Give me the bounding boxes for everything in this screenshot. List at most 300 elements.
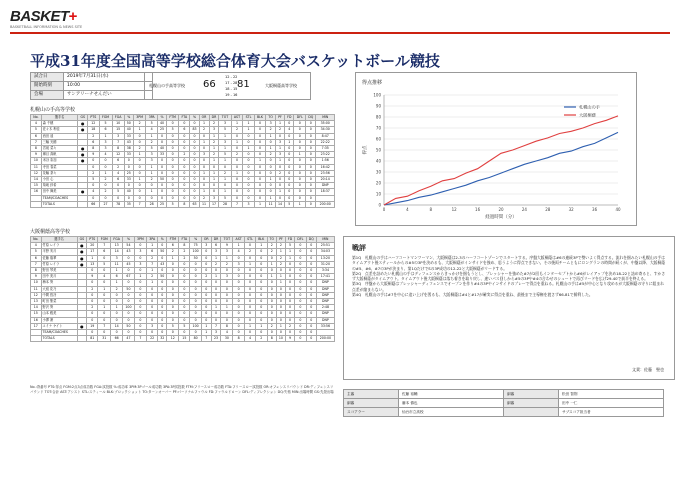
stat-cell: 54	[123, 243, 135, 249]
stat-cell: 50	[158, 274, 167, 280]
stat-cell: 0	[243, 177, 254, 183]
stat-cell: 8	[88, 146, 99, 152]
stat-cell: 1	[276, 274, 285, 280]
site-logo[interactable]	[10, 8, 77, 25]
stat-cell: 0	[295, 255, 307, 261]
column-header: BLK	[256, 237, 267, 243]
officials-table	[343, 389, 664, 417]
stat-cell: 0	[158, 299, 167, 305]
stat-cell: 0	[201, 286, 211, 292]
y-tick-label: 80	[375, 114, 381, 120]
report-paragraph: 第3Q 序盤から大阪桐蔭はプレッシャーディフェンスでオープンを作り#4の3Pやインサイドのプレーで得点を重ねる。札幌山の手は#5が中心となり攻めるが大阪桐蔭の守りに阻まれ点差が縮まらない。	[352, 281, 665, 292]
stat-cell: 0	[167, 146, 179, 152]
stat-cell: 2	[199, 195, 209, 201]
stat-cell: 3	[221, 249, 233, 255]
stat-cell: 0	[306, 268, 316, 274]
official-name: サブスコア担当者	[559, 408, 664, 417]
stat-cell: 0	[157, 164, 166, 170]
stat-cell: 0	[123, 330, 135, 336]
stat-cell: 9	[87, 274, 98, 280]
stat-cell: 0	[88, 158, 99, 164]
column-header: TOT	[221, 237, 233, 243]
column-header: PTS	[87, 237, 98, 243]
stat-cell: 0	[158, 268, 167, 274]
column-header: FTM	[167, 115, 179, 121]
stat-cell: 0	[306, 177, 316, 183]
y-tick-label: 0	[378, 202, 381, 208]
stat-cell: 8	[221, 323, 233, 329]
column-header: %	[124, 115, 133, 121]
stat-cell: ●	[77, 255, 87, 261]
column-header: FTM	[167, 237, 179, 243]
y-tick-label: 20	[375, 180, 381, 186]
stat-cell: 3	[243, 201, 254, 207]
stat-cell: 5	[112, 189, 124, 195]
stat-cell: 5	[219, 195, 231, 201]
stat-cell: 2	[87, 305, 98, 311]
stat-cell: 0	[158, 243, 167, 249]
score-value-team1: 66	[203, 79, 216, 90]
quarter-score: 17 - 28	[225, 81, 238, 85]
stat-cell: 1	[275, 146, 284, 152]
x-tick-label: 40	[615, 207, 621, 212]
column-header: STL	[244, 237, 255, 243]
stat-cell: 0	[254, 146, 266, 152]
y-axis-label: 得点	[363, 145, 368, 155]
stat-cell: 16	[31, 317, 42, 323]
stat-cell: 0	[158, 255, 167, 261]
stat-cell: 0	[233, 323, 245, 329]
score-team1: 札幌山の手高等学校	[149, 83, 185, 88]
stat-cell: 11	[31, 164, 42, 170]
stat-cell: 1	[294, 201, 306, 207]
stat-cell: 0	[285, 274, 294, 280]
stat-cell: 0	[244, 305, 255, 311]
stat-cell: 1	[221, 255, 233, 261]
stat-cell: 2	[88, 133, 99, 139]
stat-cell: 80	[190, 336, 202, 342]
quarter-score: 18 - 15	[225, 87, 238, 91]
stat-cell: 1	[146, 170, 158, 176]
stat-cell: 22:22	[316, 139, 335, 145]
stat-cell: 6	[98, 249, 111, 255]
stat-cell: 7	[147, 261, 158, 267]
stat-cell: 1	[219, 189, 231, 195]
stat-cell: 0	[201, 311, 211, 317]
stat-cell: 3	[201, 243, 211, 249]
stat-cell: 40	[157, 121, 166, 127]
stat-cell: 0	[221, 268, 233, 274]
stat-cell: 0	[267, 286, 276, 292]
info-key: 会場	[31, 91, 64, 100]
stat-cell: 0	[221, 299, 233, 305]
stat-cell: 2	[267, 243, 276, 249]
stat-cell: 0	[167, 311, 179, 317]
stat-cell: 1	[199, 121, 209, 127]
y-tick-label: 50	[375, 147, 381, 153]
stat-cell: 0	[275, 177, 284, 183]
stat-cell: 0	[199, 133, 209, 139]
stat-cell: 0	[147, 330, 158, 336]
stat-cell: 0	[124, 164, 133, 170]
stat-cell: 2	[111, 286, 123, 292]
stat-cell: 1	[233, 243, 245, 249]
stat-cell: ●	[77, 249, 87, 255]
stat-cell: 66	[111, 336, 123, 342]
stat-cell: 0	[158, 280, 167, 286]
stat-cell: 1	[201, 323, 211, 329]
stat-cell: 0	[157, 158, 166, 164]
report-title: 戦評	[352, 244, 366, 252]
stat-cell: 0	[179, 164, 190, 170]
stat-cell: 0	[134, 255, 146, 261]
stat-cell: 33	[124, 133, 133, 139]
stat-cell: 0	[179, 292, 190, 298]
stat-cell: 2	[179, 249, 190, 255]
stat-cell: 0	[179, 261, 190, 267]
stat-cell: 33	[124, 177, 133, 183]
stat-cell: 0	[201, 255, 211, 261]
stat-cell: 0	[243, 189, 254, 195]
stat-cell: 0	[87, 311, 98, 317]
stat-cell: ●	[78, 189, 88, 195]
stat-cell: 0	[256, 274, 267, 280]
quarter-score: 19 - 16	[225, 93, 238, 97]
stat-cell: 0	[147, 292, 158, 298]
stat-cell: 10	[31, 280, 42, 286]
stat-cell: 0	[231, 189, 243, 195]
stat-cell: 0	[167, 152, 179, 158]
stat-cell: 5	[99, 121, 112, 127]
stat-cell: 0	[211, 268, 221, 274]
stat-cell: 0	[306, 249, 316, 255]
stat-cell: 0	[306, 127, 316, 133]
stat-cell: 0	[134, 323, 146, 329]
stat-cell: 1	[285, 255, 294, 261]
stat-cell: 2	[209, 152, 219, 158]
scoreboard	[144, 72, 311, 100]
stat-cell: 3	[211, 249, 221, 255]
official-name: 藤本 慎也	[399, 399, 504, 408]
stat-cell: 0	[201, 249, 211, 255]
stat-cell: 0	[190, 292, 202, 298]
stat-cell: 0	[147, 311, 158, 317]
stat-cell: ●	[77, 243, 87, 249]
stat-cell: 3	[111, 255, 123, 261]
stat-cell: 0	[285, 317, 294, 323]
stat-cell: 1	[243, 146, 254, 152]
stat-cell: 0	[244, 274, 255, 280]
player-name: 小田 心	[41, 177, 78, 183]
column-header: DQ	[306, 237, 316, 243]
stat-cell: 2	[146, 139, 158, 145]
stat-cell: 0	[256, 268, 267, 274]
stat-cell: 0	[133, 139, 146, 145]
stat-cell: 0	[98, 330, 111, 336]
stat-cell: 1	[211, 274, 221, 280]
stat-cell: 0	[190, 133, 199, 139]
stat-cell: 0	[167, 195, 179, 201]
stat-cell: 0	[88, 164, 99, 170]
stat-cell: 3	[219, 121, 231, 127]
stat-cell: 0	[256, 292, 267, 298]
player-name: 田中 舞美	[41, 189, 78, 195]
stat-cell: 3	[275, 152, 284, 158]
stat-cell: 15	[31, 311, 42, 317]
stat-cell: DNP	[316, 311, 334, 317]
stat-cell: 0	[211, 311, 221, 317]
stat-cell: 0	[209, 183, 219, 189]
stat-cell: 0	[179, 183, 190, 189]
stat-cell: 1	[285, 249, 294, 255]
info-key: 開始時刻	[31, 82, 64, 91]
stat-cell: 0	[266, 170, 276, 176]
stat-cell: 0	[133, 195, 146, 201]
stat-cell: 0	[221, 292, 233, 298]
stat-cell: 7	[133, 201, 146, 207]
stat-cell: 1	[219, 158, 231, 164]
stat-cell: 200:00	[316, 201, 335, 207]
stat-cell: 100	[190, 323, 202, 329]
stat-cell: 0	[233, 317, 245, 323]
column-header: MIN	[316, 237, 334, 243]
column-header: FGA	[111, 237, 123, 243]
stat-cell: 1	[254, 158, 266, 164]
stat-cell: 0	[306, 255, 316, 261]
column-header: BLK	[254, 115, 266, 121]
stat-cell: 0	[285, 311, 294, 317]
stat-cell: 0	[87, 330, 98, 336]
stat-cell: 0	[244, 299, 255, 305]
stat-cell: 2	[275, 127, 284, 133]
column-header: DFL	[294, 115, 306, 121]
stat-cell: 0	[219, 183, 231, 189]
stat-cell: 3	[147, 323, 158, 329]
stat-cell: 0	[179, 146, 190, 152]
stat-cell: 0	[98, 317, 111, 323]
column-header: OR	[201, 237, 211, 243]
x-tick-label: 24	[521, 207, 527, 212]
stat-cell: DNP	[316, 280, 334, 286]
column-header: GS	[77, 237, 87, 243]
stat-cell: 17	[209, 201, 219, 207]
stat-cell: 0	[179, 121, 190, 127]
x-tick-label: 16	[475, 207, 481, 212]
stat-cell: 0	[294, 127, 306, 133]
score-value-team2: 81	[237, 79, 250, 90]
stat-cell: 1	[267, 261, 276, 267]
player-name: 佐々木 利佳	[41, 127, 78, 133]
stat-cell: 6	[31, 255, 42, 261]
stat-cell: 0	[123, 268, 135, 274]
stat-cell: 1	[294, 152, 306, 158]
chart-title: 得点推移	[362, 80, 383, 86]
stat-cell: 0	[133, 158, 146, 164]
player-name: 町田 聖菜	[41, 299, 77, 305]
stat-cell: 3	[134, 249, 146, 255]
stat-cell: 2	[147, 274, 158, 280]
x-tick-label: 36	[592, 207, 598, 212]
stat-cell: 2	[275, 170, 284, 176]
stat-cell: 16	[31, 189, 42, 195]
stat-cell: 0	[99, 164, 112, 170]
stat-cell: 1	[266, 133, 276, 139]
stat-cell: 6	[111, 274, 123, 280]
stat-cell: ●	[78, 158, 88, 164]
stat-cell: 0	[306, 280, 316, 286]
stat-cell: 0	[306, 195, 316, 201]
stat-cell: 0	[112, 183, 124, 189]
column-header: MIN	[316, 115, 335, 121]
stat-cell: 0	[285, 177, 294, 183]
stat-cell: 2	[266, 127, 276, 133]
stat-cell: 0	[295, 317, 307, 323]
stat-cell: 0	[275, 183, 284, 189]
stat-cell: 2	[179, 152, 190, 158]
stat-cell: 7	[98, 323, 111, 329]
stat-cell	[78, 201, 88, 207]
stat-cell: 2	[99, 189, 112, 195]
stat-cell: 3	[275, 139, 284, 145]
player-name: 佐藤 瑞華	[41, 255, 77, 261]
stat-cell: 0	[285, 280, 294, 286]
stat-cell: 1	[99, 170, 112, 176]
stat-cell: 0	[276, 311, 285, 317]
stat-cell: 2	[87, 286, 98, 292]
stat-cell: 0	[112, 195, 124, 201]
stat-cell: 1	[231, 121, 243, 127]
stat-cell: 20:14	[316, 177, 335, 183]
stat-cell: 2	[231, 152, 243, 158]
y-tick-label: 90	[375, 103, 381, 109]
stat-cell: 2	[146, 177, 158, 183]
stat-cell: 0	[285, 158, 294, 164]
stat-cell: 0	[123, 299, 135, 305]
stat-cell: 5	[31, 127, 42, 133]
stat-cell: 0	[285, 152, 294, 158]
stat-cell: 0	[133, 189, 146, 195]
stat-cell: 8	[179, 243, 190, 249]
stat-cell: 1	[146, 164, 158, 170]
stat-cell: 0	[306, 183, 316, 189]
column-header: FGM	[98, 237, 111, 243]
player-name: 宮坂 菜々	[41, 146, 78, 152]
stat-cell: 45	[123, 261, 135, 267]
column-header: STL	[243, 115, 254, 121]
stat-cell: 7	[211, 323, 221, 329]
stat-cell: 17	[87, 249, 98, 255]
stat-cell: 0	[190, 299, 202, 305]
stat-cell: 81	[87, 336, 98, 342]
stat-cell: 0	[123, 292, 135, 298]
score-chart	[355, 72, 637, 226]
player-name: 中間 悠冴	[41, 292, 77, 298]
stat-cell: 10	[31, 158, 42, 164]
stat-cell: 31	[98, 336, 111, 342]
stat-cell: 18:37	[316, 189, 335, 195]
stat-cell: 0	[231, 133, 243, 139]
stat-cell: 1	[219, 133, 231, 139]
stat-cell: 14	[111, 323, 123, 329]
stat-cell: ●	[78, 146, 88, 152]
stat-cell: 0	[254, 177, 266, 183]
stat-cell: 9	[31, 152, 42, 158]
stat-cell: 11	[111, 261, 123, 267]
stat-cell: 0	[285, 195, 294, 201]
stat-cell: 33	[124, 152, 133, 158]
stat-cell: 78	[112, 201, 124, 207]
stat-cell: 0	[243, 164, 254, 170]
stat-cell: 0	[294, 189, 306, 195]
stat-cell: 0	[179, 286, 190, 292]
stat-cell: 1	[211, 255, 221, 261]
stat-cell: 1	[167, 255, 179, 261]
stat-cell: 11	[199, 201, 209, 207]
stat-cell: 1	[133, 177, 146, 183]
stat-cell: 6	[99, 127, 112, 133]
stat-cell: 32	[158, 336, 167, 342]
stat-cell: 0	[267, 255, 276, 261]
stat-cell: 0	[87, 317, 98, 323]
stat-cell: DNP	[316, 317, 334, 323]
stat-cell: 25	[157, 127, 166, 133]
stat-cell: 0	[295, 336, 307, 342]
stat-cell: 1	[98, 305, 111, 311]
stat-cell: 0	[231, 146, 243, 152]
official-role: スコアラー	[344, 408, 399, 417]
stat-cell: 1	[147, 268, 158, 274]
stat-cell: 0	[285, 305, 294, 311]
stat-cell: 0	[179, 274, 190, 280]
stat-cell: 0	[190, 164, 199, 170]
stat-cell: 0	[98, 268, 111, 274]
stat-cell: 23:22	[316, 152, 335, 158]
stat-cell: 0	[306, 336, 316, 342]
stat-cell: 7	[31, 261, 42, 267]
stat-cell: 25	[124, 170, 133, 176]
stat-cell: 0	[306, 261, 316, 267]
header-divider	[10, 32, 670, 34]
stat-cell: 34:30	[316, 127, 335, 133]
stat-cell: 25:51	[316, 243, 334, 249]
stat-cell: 1	[111, 268, 123, 274]
stat-cell: 0	[306, 274, 316, 280]
player-name: 田中 美月	[41, 274, 77, 280]
stat-cell: 10	[276, 336, 285, 342]
legend-label: 大阪桐蔭	[579, 112, 596, 118]
stat-cell: 1	[231, 170, 243, 176]
stat-cell: 9	[31, 274, 42, 280]
stat-cell: 0	[243, 183, 254, 189]
stat-cell: 2	[285, 323, 294, 329]
stat-cell: 2	[256, 336, 267, 342]
stat-cell: 5	[219, 152, 231, 158]
stat-cell: 0	[266, 158, 276, 164]
stat-cell: 0	[294, 133, 306, 139]
stat-cell: 2	[219, 170, 231, 176]
stat-cell: 22	[147, 336, 158, 342]
stat-cell: 0	[167, 292, 179, 298]
stat-cell: 0	[167, 158, 179, 164]
info-value: 2019年7月31日(水)	[64, 73, 153, 82]
stat-cell: 0	[306, 311, 316, 317]
stat-cell: 0	[98, 255, 111, 261]
stat-cell: 2	[209, 121, 219, 127]
stat-cell: 0	[243, 139, 254, 145]
stat-cell: 0	[146, 183, 158, 189]
stat-cell: 0	[190, 286, 202, 292]
stat-cell: 0	[254, 139, 266, 145]
